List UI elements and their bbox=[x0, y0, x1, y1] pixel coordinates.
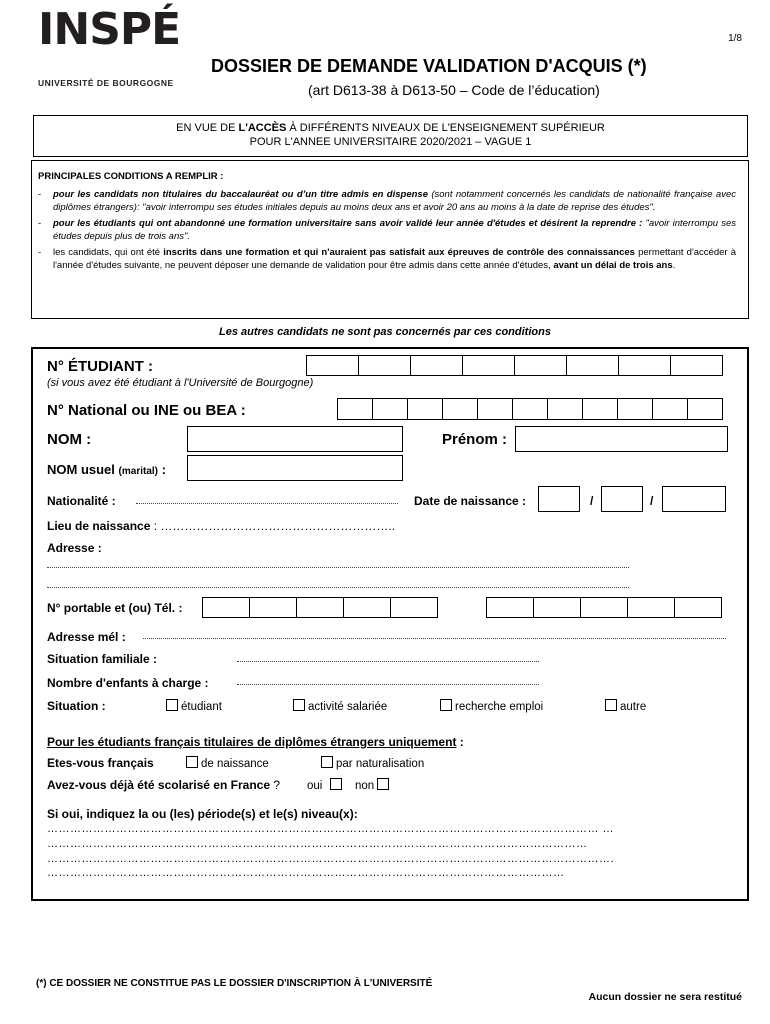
inspe-logo bbox=[38, 4, 203, 88]
checkbox[interactable] bbox=[605, 699, 617, 711]
scolarise-label: Avez-vous déjà été scolarisé en France ? bbox=[47, 778, 281, 792]
access-line-1: EN VUE DE L'ACCÈS À DIFFÉRENTS NIVEAUX DE L'ENSEIGNEMENT SUPÉRIEUR bbox=[176, 122, 605, 134]
checkbox[interactable] bbox=[166, 699, 178, 711]
periods-line-1[interactable]: ……………………………………………………………………………………………………………………………… … bbox=[47, 823, 615, 835]
adresse-mel-field[interactable] bbox=[143, 638, 726, 639]
si-oui-label: Si oui, indiquez la ou (les) période(s) et le(s) niveau(x): bbox=[47, 807, 358, 821]
birth-year-field[interactable] bbox=[662, 486, 726, 512]
conditions-title: PRINCIPALES CONDITIONS A REMPLIR : bbox=[38, 171, 224, 182]
logo-wordmark: INSPÉ bbox=[38, 4, 181, 55]
nombre-enfants-field[interactable] bbox=[237, 684, 539, 685]
birth-month-field[interactable] bbox=[601, 486, 643, 512]
option-de-naissance[interactable]: de naissance bbox=[186, 756, 269, 770]
page-number: 1/8 bbox=[728, 33, 742, 44]
prenom-label: Prénom : bbox=[442, 431, 508, 448]
document-subtitle: (art D613-38 à D613-50 – Code de l’éducation) bbox=[308, 82, 600, 98]
option-naturalisation[interactable]: par naturalisation bbox=[321, 756, 424, 770]
situation-option-etudiant[interactable]: étudiant bbox=[166, 699, 222, 713]
national-number-cells[interactable] bbox=[338, 398, 723, 420]
checkbox[interactable] bbox=[440, 699, 452, 711]
option-non[interactable]: non bbox=[355, 778, 392, 792]
student-number-label: N° ÉTUDIANT : bbox=[47, 358, 153, 375]
nom-usuel-label: NOM usuel (marital) : bbox=[47, 462, 166, 477]
periods-line-2[interactable]: …………………………………………………………………………………………………………………………… bbox=[47, 838, 588, 850]
checkbox[interactable] bbox=[186, 756, 198, 768]
national-number-label: N° National ou INE ou BEA : bbox=[47, 402, 246, 419]
lieu-naissance-label: Lieu de naissance : ………………………………………………….. bbox=[47, 519, 396, 533]
etes-vous-francais-label: Etes-vous français bbox=[47, 756, 154, 770]
situation-familiale-field[interactable] bbox=[237, 661, 539, 662]
date-naissance-label: Date de naissance : bbox=[414, 494, 527, 508]
checkbox[interactable] bbox=[330, 778, 342, 790]
access-box bbox=[33, 115, 748, 157]
access-line-2: POUR L'ANNEE UNIVERSITAIRE 2020/2021 – VAGUE 1 bbox=[249, 136, 532, 148]
date-separator: / bbox=[590, 494, 594, 508]
adresse-mel-label: Adresse mél : bbox=[47, 630, 126, 644]
adresse-line-1[interactable] bbox=[47, 567, 629, 568]
prenom-field[interactable] bbox=[515, 426, 728, 452]
checkbox[interactable] bbox=[377, 778, 389, 790]
condition-item: - les candidats, qui ont été inscrits dans une formation et qui n'auraient pas satisfait aux épreuves de contrôle des connaissances permettant d'accéder à l'année d'études suivante, ne peuvent déposer une demande de validation pour être admis dans cette année d'études, avant un délai de trois ans. bbox=[38, 246, 736, 272]
phone-cells-2[interactable] bbox=[487, 597, 722, 618]
nom-field[interactable] bbox=[187, 426, 403, 452]
situation-familiale-label: Situation familiale : bbox=[47, 652, 158, 666]
portable-label: N° portable et (ou) Tél. : bbox=[47, 601, 183, 615]
adresse-label: Adresse : bbox=[47, 541, 102, 555]
lieu-naissance-field[interactable]: : ………………………………………………….. bbox=[153, 519, 396, 533]
nationalite-field[interactable] bbox=[136, 503, 398, 504]
student-number-cells[interactable] bbox=[307, 355, 723, 376]
option-oui[interactable]: oui bbox=[307, 778, 345, 792]
condition-item: - pour les étudiants qui ont abandonné une formation universitaire sans avoir validé leur année d'études et désirent la reprendre : "avoir interrompu ses études depuis plus de trois ans". bbox=[38, 217, 736, 243]
situation-label: Situation : bbox=[47, 699, 106, 713]
phone-cells-1[interactable] bbox=[203, 597, 438, 618]
periods-line-4[interactable]: ……………………………………………………………………………………………………………………… bbox=[47, 867, 565, 879]
checkbox[interactable] bbox=[321, 756, 333, 768]
logo-university: UNIVERSITÉ DE BOURGOGNE bbox=[38, 78, 174, 88]
conditions-note: Les autres candidats ne sont pas concernés par ces conditions bbox=[219, 326, 551, 338]
condition-item: - pour les candidats non titulaires du baccalauréat ou d’un titre admis en dispense (sont notamment concernés les candidats de nationalité française avec diplômes étrangers): "avoir interrompu ses études initiales depuis au moins deux ans et avoir 20 ans au moins à la date de reprise des études". bbox=[38, 188, 736, 214]
periods-line-3[interactable]: …………………………………………………………………………………………………………………………………. bbox=[47, 853, 615, 865]
nationalite-label: Nationalité : bbox=[47, 494, 116, 508]
situation-option-recherche[interactable]: recherche emploi bbox=[440, 699, 543, 713]
situation-option-salariee[interactable]: activité salariée bbox=[293, 699, 387, 713]
checkbox[interactable] bbox=[293, 699, 305, 711]
adresse-line-2[interactable] bbox=[47, 587, 629, 588]
nom-usuel-field[interactable] bbox=[187, 455, 403, 481]
foreign-diploma-title: Pour les étudiants français titulaires de diplômes étrangers uniquement : bbox=[47, 735, 464, 749]
student-number-hint: (si vous avez été étudiant à l'Université de Bourgogne) bbox=[47, 377, 314, 389]
nom-label: NOM : bbox=[47, 431, 92, 448]
conditions-box bbox=[31, 160, 749, 319]
birth-day-field[interactable] bbox=[538, 486, 580, 512]
footer-no-return: Aucun dossier ne sera restitué bbox=[588, 991, 742, 1003]
situation-option-autre[interactable]: autre bbox=[605, 699, 646, 713]
date-separator: / bbox=[650, 494, 654, 508]
document-title: DOSSIER DE DEMANDE VALIDATION D'ACQUIS (*) bbox=[211, 56, 647, 76]
footer-disclaimer: (*) CE DOSSIER NE CONSTITUE PAS LE DOSSIER D'INSCRIPTION À L'UNIVERSITÉ bbox=[36, 978, 433, 989]
nombre-enfants-label: Nombre d'enfants à charge : bbox=[47, 676, 209, 690]
application-form bbox=[31, 347, 749, 901]
